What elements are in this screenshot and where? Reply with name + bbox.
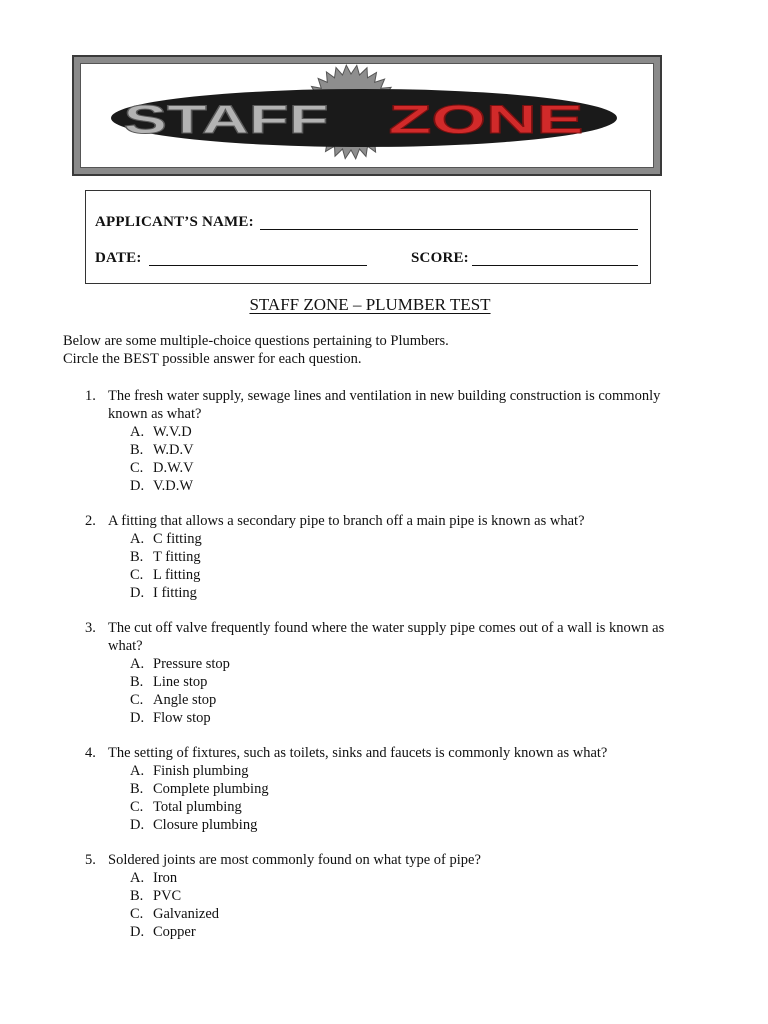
- option-letter: B.: [130, 549, 144, 565]
- answer-option[interactable]: [130, 566, 698, 584]
- date-field[interactable]: [149, 265, 367, 266]
- answer-option[interactable]: [130, 655, 698, 673]
- option-letter: C.: [130, 460, 144, 476]
- option-text: D.W.V: [153, 460, 194, 476]
- option-text: Galvanized: [153, 906, 220, 922]
- logo-banner: [72, 55, 662, 176]
- logo-word-zone: ZONE: [388, 98, 584, 142]
- answer-options: [130, 762, 698, 834]
- applicant-name-label: APPLICANT’S NAME:: [95, 214, 254, 230]
- question-item: [85, 619, 698, 727]
- option-letter: B.: [130, 781, 144, 797]
- question-text: A fitting that allows a secondary pipe to branch off a main pipe is known as what?: [108, 513, 585, 529]
- answer-option[interactable]: [130, 869, 698, 887]
- answer-option[interactable]: [130, 459, 698, 477]
- option-text: C fitting: [153, 531, 202, 547]
- answer-option[interactable]: [130, 709, 698, 727]
- option-letter: A.: [130, 424, 145, 440]
- answer-option[interactable]: [130, 441, 698, 459]
- question-item: [85, 387, 698, 495]
- option-letter: D.: [130, 924, 145, 940]
- answer-option[interactable]: [130, 584, 698, 602]
- option-text: T fitting: [153, 549, 201, 565]
- answer-options: [130, 869, 698, 941]
- instructions-line: Below are some multiple-choice questions pertaining to Plumbers.: [63, 333, 449, 349]
- answer-option[interactable]: [130, 423, 698, 441]
- logo-word-staff: STAFF: [123, 98, 329, 142]
- option-text: Complete plumbing: [153, 781, 269, 797]
- applicant-name-field[interactable]: [260, 229, 638, 230]
- option-letter: D.: [130, 478, 145, 494]
- question-number: 1.: [85, 388, 96, 404]
- answer-option[interactable]: [130, 673, 698, 691]
- option-letter: C.: [130, 799, 144, 815]
- option-letter: C.: [130, 906, 144, 922]
- option-letter: B.: [130, 888, 144, 904]
- option-letter: A.: [130, 531, 145, 547]
- option-text: Pressure stop: [153, 656, 230, 672]
- answer-option[interactable]: [130, 530, 698, 548]
- option-text: W.D.V: [153, 442, 194, 458]
- option-letter: A.: [130, 870, 145, 886]
- option-text: Flow stop: [153, 710, 211, 726]
- answer-option[interactable]: [130, 798, 698, 816]
- score-field[interactable]: [472, 265, 638, 266]
- option-letter: D.: [130, 710, 145, 726]
- option-letter: A.: [130, 656, 145, 672]
- date-label: DATE:: [95, 250, 142, 266]
- option-text: Finish plumbing: [153, 763, 249, 779]
- answer-option[interactable]: [130, 780, 698, 798]
- question-number: 5.: [85, 852, 96, 868]
- option-text: Copper: [153, 924, 196, 940]
- instructions: [63, 332, 449, 368]
- answer-option[interactable]: [130, 905, 698, 923]
- option-letter: D.: [130, 585, 145, 601]
- option-text: Total plumbing: [153, 799, 242, 815]
- instructions-line: Circle the BEST possible answer for each question.: [63, 351, 362, 367]
- answer-option[interactable]: [130, 816, 698, 834]
- answer-option[interactable]: [130, 762, 698, 780]
- option-text: L fitting: [153, 567, 201, 583]
- answer-option[interactable]: [130, 887, 698, 905]
- option-text: Iron: [153, 870, 178, 886]
- question-number: 4.: [85, 745, 96, 761]
- page-title: [0, 295, 740, 315]
- option-text: I fitting: [153, 585, 197, 601]
- answer-options: [130, 423, 698, 495]
- answer-option[interactable]: [130, 923, 698, 941]
- logo-panel: [80, 63, 654, 168]
- option-text: Line stop: [153, 674, 208, 690]
- answer-option[interactable]: [130, 477, 698, 495]
- question-item: [85, 744, 698, 834]
- option-letter: C.: [130, 567, 144, 583]
- applicant-info-box: [85, 190, 651, 284]
- question-text: Soldered joints are most commonly found on what type of pipe?: [108, 852, 481, 868]
- question-number: 2.: [85, 513, 96, 529]
- answer-option[interactable]: [130, 548, 698, 566]
- question-item: [85, 851, 698, 941]
- question-text: The fresh water supply, sewage lines and ventilation in new building construction is commonly known as what?: [108, 388, 661, 422]
- option-letter: A.: [130, 763, 145, 779]
- page-title-text: STAFF ZONE – PLUMBER TEST: [249, 295, 491, 314]
- option-text: V.D.W: [153, 478, 194, 494]
- question-number: 3.: [85, 620, 96, 636]
- option-text: Angle stop: [153, 692, 217, 708]
- option-letter: C.: [130, 692, 144, 708]
- answer-options: [130, 530, 698, 602]
- option-text: Closure plumbing: [153, 817, 258, 833]
- question-text: The setting of fixtures, such as toilets, sinks and faucets is commonly known as what?: [108, 745, 608, 761]
- score-label: SCORE:: [411, 250, 469, 266]
- answer-options: [130, 655, 698, 727]
- option-text: W.V.D: [153, 424, 192, 440]
- answer-option[interactable]: [130, 691, 698, 709]
- option-letter: D.: [130, 817, 145, 833]
- question-item: [85, 512, 698, 602]
- staff-zone-logo: [81, 64, 654, 168]
- option-text: PVC: [153, 888, 182, 904]
- option-letter: B.: [130, 442, 144, 458]
- question-text: The cut off valve frequently found where the water supply pipe comes out of a wall is known as what?: [108, 620, 665, 654]
- option-letter: B.: [130, 674, 144, 690]
